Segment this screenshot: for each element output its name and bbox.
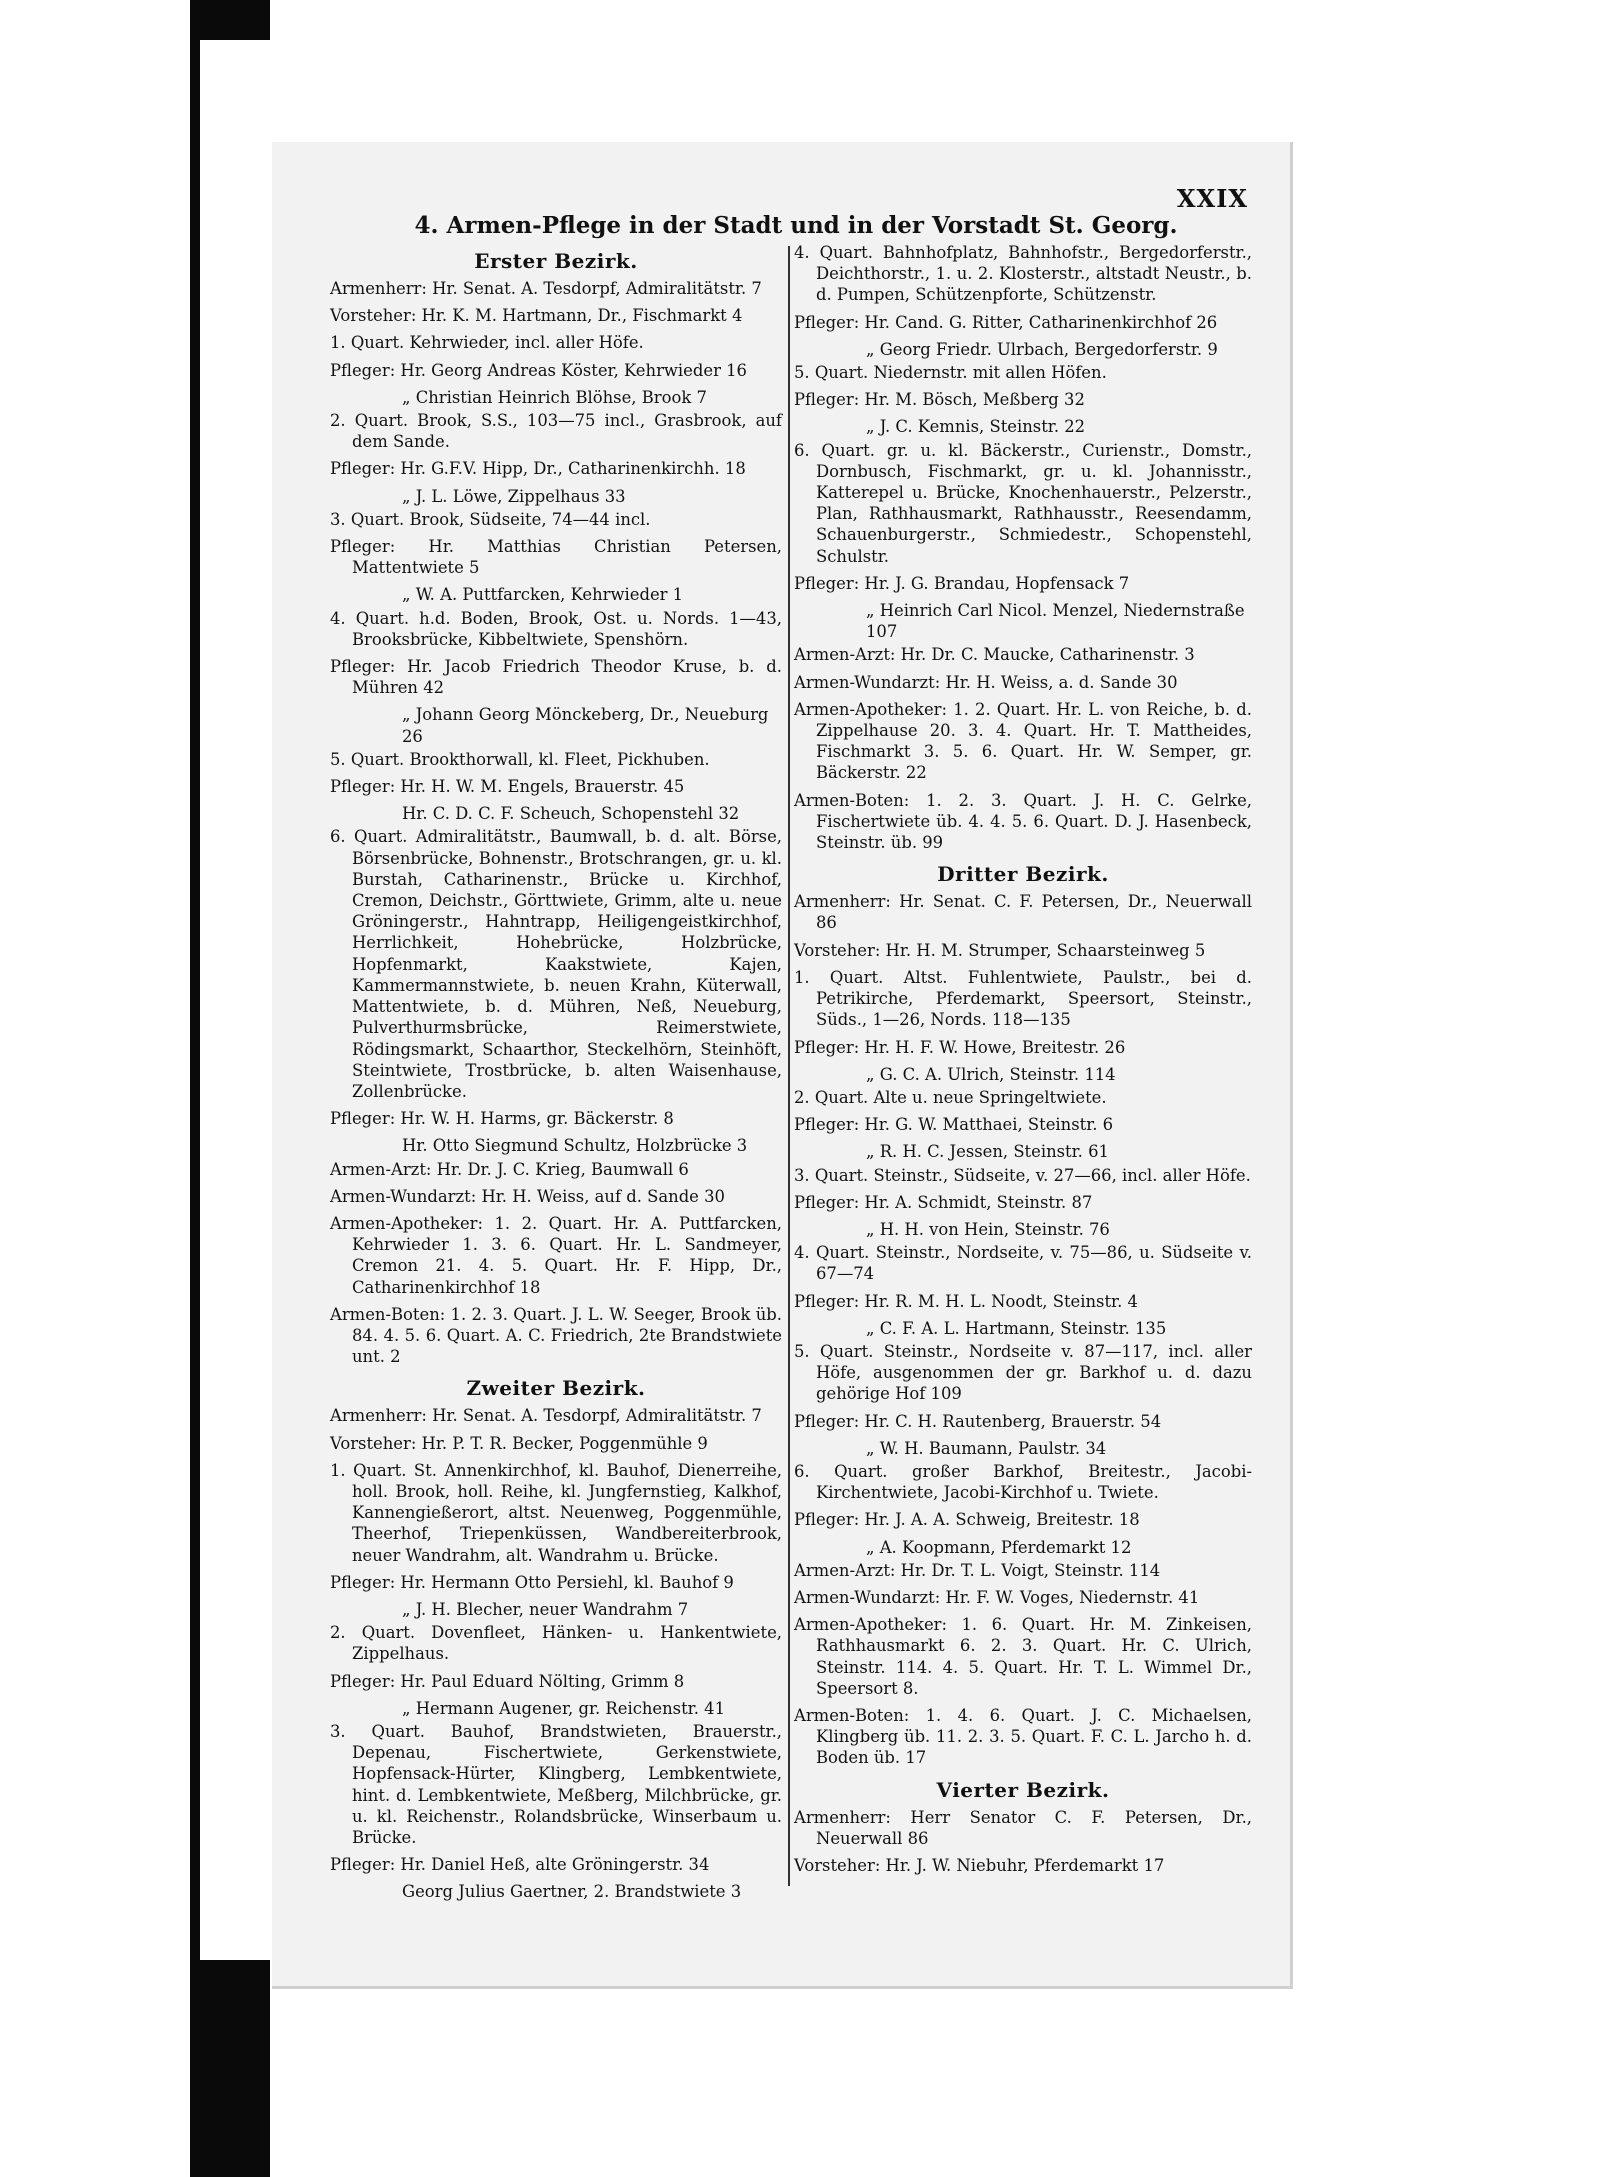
list-item: 2. Quart. Dovenfleet, Hänken- u. Hankentwiete, Zippelhaus. bbox=[330, 1623, 782, 1664]
list-item: Pfleger: Hr. H. W. M. Engels, Brauerstr. 45 bbox=[330, 777, 685, 797]
list-item: 5. Quart. Niedernstr. mit allen Höfen. bbox=[794, 363, 1107, 383]
list-item: Pfleger: Hr. Paul Eduard Nölting, Grimm 8 bbox=[330, 1671, 685, 1691]
list-item: Armen-Boten: 1. 4. 6. Quart. J. C. Michaelsen, Klingberg üb. 11. 2. 3. 5. Quart. F. C. L. Jarcho h. d. Boden üb. 17 bbox=[794, 1705, 1252, 1768]
gutter-top bbox=[200, 0, 270, 40]
list-item-continuation: „ W. A. Puttfarcken, Kehrwieder 1 bbox=[402, 585, 684, 605]
list-item-continuation: „ Heinrich Carl Nicol. Menzel, Niedernstraße 107 bbox=[866, 601, 1245, 642]
list-item-continuation: „ G. C. A. Ulrich, Steinstr. 114 bbox=[866, 1064, 1116, 1084]
list-item: Pfleger: Hr. M. Bösch, Meßberg 32 bbox=[794, 390, 1085, 410]
list-item: Armen-Apotheker: 1. 2. Quart. Hr. A. Puttfarcken, Kehrwieder 1. 3. 6. Quart. Hr. L. Sandmeyer, Cremon 21. 4. 5. Quart. Hr. F. Hipp, Dr., Catharinenkirchhof 18 bbox=[330, 1213, 782, 1297]
list-item: Armen-Apotheker: 1. 2. Quart. Hr. L. von Reiche, b. d. Zippelhause 20. 3. 4. Quart. Hr. T. Mattheides, Fischmarkt 3. 5. 6. Quart. Hr. W. Semper, gr. Bäckerstr. 22 bbox=[794, 699, 1252, 783]
list-item: Armen-Arzt: Hr. Dr. J. C. Krieg, Baumwall 6 bbox=[330, 1159, 689, 1179]
list-item: 1. Quart. St. Annenkirchhof, kl. Bauhof, Dienerreihe, holl. Brook, holl. Reihe, kl. Jungfernstieg, Kalkhof, Kannengießerort, altst. Neuenweg, Poggenmühle, Theerhof, Triepenküssen, Wandbereiterbrook, neuer Wandrahm, alt. Wandrahm u. Brücke. bbox=[330, 1460, 782, 1565]
list-item-continuation: „ Johann Georg Mönckeberg, Dr., Neueburg 26 bbox=[402, 705, 769, 746]
list-item-continuation: „ H. H. von Hein, Steinstr. 76 bbox=[866, 1219, 1110, 1239]
district-heading: Zweiter Bezirk. bbox=[466, 1376, 646, 1401]
list-item-continuation: „ Christian Heinrich Blöhse, Brook 7 bbox=[402, 387, 707, 407]
list-item: 4. Quart. h.d. Boden, Brook, Ost. u. Nords. 1—43, Brooksbrücke, Kibbeltwiete, Spenshörn. bbox=[330, 608, 782, 649]
gutter-bottom bbox=[200, 1960, 270, 2177]
list-item: Armen-Apotheker: 1. 6. Quart. Hr. M. Zinkeisen, Rathhausmarkt 6. 2. 3. Quart. Hr. C. Ulrich, Steinstr. 114. 4. 5. Quart. Hr. T. L. Wimmel Dr., Speersort 8. bbox=[794, 1615, 1252, 1698]
column-divider bbox=[788, 246, 790, 1886]
list-item: Armen-Boten: 1. 2. 3. Quart. J. L. W. Seeger, Brook üb. 84. 4. 5. 6. Quart. A. C. Friedrich, 2te Brandstwiete unt. 2 bbox=[330, 1304, 782, 1367]
list-item: 2. Quart. Alte u. neue Springeltwiete. bbox=[794, 1087, 1107, 1107]
list-item-continuation: „ J. L. Löwe, Zippelhaus 33 bbox=[402, 486, 626, 506]
list-item: Armen-Wundarzt: Hr. H. Weiss, auf d. Sande 30 bbox=[330, 1186, 725, 1206]
list-item: Vorsteher: Hr. H. M. Strumper, Schaarsteinweg 5 bbox=[794, 940, 1206, 960]
district-heading: Vierter Bezirk. bbox=[936, 1777, 1110, 1802]
list-item: Pfleger: Hr. Jacob Friedrich Theodor Kruse, b. d. Mühren 42 bbox=[330, 657, 782, 698]
list-item: Pfleger: Hr. Matthias Christian Petersen, Mattentwiete 5 bbox=[330, 537, 782, 578]
list-item: Pfleger: Hr. J. G. Brandau, Hopfensack 7 bbox=[794, 573, 1130, 593]
list-item: 6. Quart. Admiralitätstr., Baumwall, b. d. alt. Börse, Börsenbrücke, Bohnenstr., Brotschrangen, gr. u. kl. Burstah, Catharinenstr., Brücke u. Kirchhof, Cremon, Deichstr., Görttwiete, Grimm, alte u. neue Gröningerstr., Hahntrapp, Heiligengeistkirchhof, Herrlichkeit, Hohebrücke, Holzbrücke, Hopfenmarkt, Kaakstwiete, Kajen, Kammermannstwiete, b. neuen Krahn, Küterwall, Mattentwiete, b. d. Mühren, Neß, Neueburg, Pulverthurmsbrücke, Reimerstwiete, Rödingsmarkt, Schaarthor, Steckelhörn, Steinhöft, Steintwiete, Trostbrücke, b. alten Waisenhause, Zollenbrücke. bbox=[330, 827, 782, 1101]
list-item-continuation: Hr. C. D. C. F. Scheuch, Schopenstehl 32 bbox=[402, 804, 740, 824]
list-item: 4. Quart. Steinstr., Nordseite, v. 75—86, u. Südseite v. 67—74 bbox=[794, 1243, 1252, 1284]
list-item-continuation: „ Georg Friedr. Ulrbach, Bergedorferstr. 9 bbox=[866, 339, 1218, 359]
list-item: 6. Quart. großer Barkhof, Breitestr., Jacobi-Kirchentwiete, Jacobi-Kirchhof u. Twiete. bbox=[794, 1461, 1252, 1503]
list-item: 5. Quart. Brookthorwall, kl. Fleet, Pickhuben. bbox=[330, 749, 710, 769]
page-title: 4. Armen-Pflege in der Stadt und in der Vorstadt St. Georg. bbox=[414, 212, 1178, 239]
list-item: Pfleger: Hr. R. M. H. L. Noodt, Steinstr. 4 bbox=[794, 1291, 1138, 1311]
list-item: Pfleger: Hr. G. W. Matthaei, Steinstr. 6 bbox=[794, 1115, 1114, 1135]
list-item: Armen-Wundarzt: Hr. F. W. Voges, Niedernstr. 41 bbox=[794, 1587, 1200, 1607]
list-item: 1. Quart. Altst. Fuhlentwiete, Paulstr., bei d. Petrikirche, Pferdemarkt, Speersort, Steinstr., Süds., 1—26, Nords. 118—135 bbox=[794, 967, 1252, 1030]
list-item: Pfleger: Hr. G.F.V. Hipp, Dr., Catharinenkirchh. 18 bbox=[330, 459, 746, 479]
list-item-continuation: „ C. F. A. L. Hartmann, Steinstr. 135 bbox=[866, 1318, 1167, 1338]
list-item: 3. Quart. Bauhof, Brandstwieten, Brauerstr., Depenau, Fischertwiete, Gerkenstwiete, Hopfensack-Hürter, Klingberg, Lembkentwiete, hint. d. Lembkentwiete, Meßberg, Milchbrücke, gr. u. kl. Reichenstr., Rolandsbrücke, Winserbaum u. Brücke. bbox=[330, 1721, 782, 1847]
list-item: 5. Quart. Steinstr., Nordseite v. 87—117, incl. aller Höfe, ausgenommen der gr. Barkhof u. d. dazu gehörige Hof 109 bbox=[794, 1341, 1252, 1404]
list-item: Pfleger: Hr. J. A. A. Schweig, Breitestr. 18 bbox=[794, 1510, 1140, 1530]
list-item: 6. Quart. gr. u. kl. Bäckerstr., Curienstr., Domstr., Dornbusch, Fischmarkt, gr. u. kl. Johannisstr., Katterepel u. Brücke, Knochenhauerstr., Pelzerstr., Plan, Rathhausmarkt, Rathhausstr., Reesendamm, Schauenburgerstr., Schmiedestr., Schopenstehl, Schulstr. bbox=[794, 440, 1252, 566]
list-item: Armenherr: Hr. Senat. A. Tesdorpf, Admiralitätstr. 7 bbox=[330, 1406, 762, 1426]
list-item-continuation: „ J. H. Blecher, neuer Wandrahm 7 bbox=[402, 1599, 689, 1619]
list-item: 3. Quart. Steinstr., Südseite, v. 27—66, incl. aller Höfe. bbox=[794, 1165, 1251, 1185]
district-heading: Erster Bezirk. bbox=[474, 249, 638, 273]
list-item: Vorsteher: Hr. P. T. R. Becker, Poggenmühle 9 bbox=[330, 1433, 708, 1453]
list-item: 2. Quart. Brook, S.S., 103—75 incl., Grasbrook, auf dem Sande. bbox=[330, 411, 782, 452]
list-item: Armen-Arzt: Hr. Dr. T. L. Voigt, Steinstr. 114 bbox=[794, 1560, 1161, 1580]
list-item: 3. Quart. Brook, Südseite, 74—44 incl. bbox=[330, 509, 651, 529]
list-item: Pfleger: Hr. W. H. Harms, gr. Bäckerstr. 8 bbox=[330, 1109, 674, 1129]
district-heading: Dritter Bezirk. bbox=[937, 862, 1109, 887]
book-gutter bbox=[190, 0, 200, 2177]
list-item: Armen-Wundarzt: Hr. H. Weiss, a. d. Sande 30 bbox=[794, 672, 1178, 692]
left-column bbox=[330, 242, 782, 1905]
list-item: Pfleger: Hr. C. H. Rautenberg, Brauerstr. 54 bbox=[794, 1411, 1162, 1431]
list-item-continuation: Hr. Otto Siegmund Schultz, Holzbrücke 3 bbox=[402, 1136, 748, 1156]
list-item-continuation: „ Hermann Augener, gr. Reichenstr. 41 bbox=[402, 1698, 725, 1718]
list-item: Pfleger: Hr. A. Schmidt, Steinstr. 87 bbox=[794, 1192, 1093, 1212]
document-page bbox=[272, 142, 1293, 1989]
list-item: Armenherr: Hr. Senat. A. Tesdorpf, Admiralitätstr. 7 bbox=[330, 279, 762, 298]
list-item: Pfleger: Hr. Cand. G. Ritter, Catharinenkirchhof 26 bbox=[794, 312, 1218, 332]
list-item-continuation: „ R. H. C. Jessen, Steinstr. 61 bbox=[866, 1142, 1109, 1162]
list-item: Armenherr: Herr Senator C. F. Petersen, Dr., Neuerwall 86 bbox=[794, 1807, 1252, 1848]
list-item: Pfleger: Hr. Daniel Heß, alte Gröningerstr. 34 bbox=[330, 1855, 710, 1875]
right-column bbox=[794, 242, 1252, 1882]
list-item: 1. Quart. Kehrwieder, incl. aller Höfe. bbox=[330, 333, 644, 353]
list-item: Armen-Boten: 1. 2. 3. Quart. J. H. C. Gelrke, Fischertwiete üb. 4. 4. 5. 6. Quart. D. J. Hasenbeck, Steinstr. üb. 99 bbox=[794, 790, 1252, 853]
list-item-continuation: Georg Julius Gaertner, 2. Brandstwiete 3 bbox=[402, 1882, 742, 1902]
page-number: XXIX bbox=[1176, 184, 1248, 213]
list-item: 4. Quart. Bahnhofplatz, Bahnhofstr., Bergedorferstr., Deichthorstr., 1. u. 2. Klosterstr., altstadt Neustr., b. d. Pumpen, Schützenpforte, Schützenstr. bbox=[794, 243, 1252, 305]
list-item-continuation: „ W. H. Baumann, Paulstr. 34 bbox=[866, 1438, 1107, 1458]
list-item: Pfleger: Hr. Georg Andreas Köster, Kehrwieder 16 bbox=[330, 360, 747, 380]
list-item: Pfleger: Hr. Hermann Otto Persiehl, kl. Bauhof 9 bbox=[330, 1572, 734, 1592]
list-item: Armenherr: Hr. Senat. C. F. Petersen, Dr., Neuerwall 86 bbox=[794, 892, 1252, 933]
list-item: Pfleger: Hr. H. F. W. Howe, Breitestr. 26 bbox=[794, 1037, 1126, 1057]
list-item-continuation: „ A. Koopmann, Pferdemarkt 12 bbox=[866, 1537, 1132, 1557]
list-item: Armen-Arzt: Hr. Dr. C. Maucke, Catharinenstr. 3 bbox=[794, 645, 1195, 665]
list-item-continuation: „ J. C. Kemnis, Steinstr. 22 bbox=[866, 417, 1086, 437]
scan-margin bbox=[0, 0, 190, 2177]
list-item: Vorsteher: Hr. K. M. Hartmann, Dr., Fischmarkt 4 bbox=[330, 306, 743, 326]
list-item: Vorsteher: Hr. J. W. Niebuhr, Pferdemarkt 17 bbox=[794, 1856, 1165, 1875]
